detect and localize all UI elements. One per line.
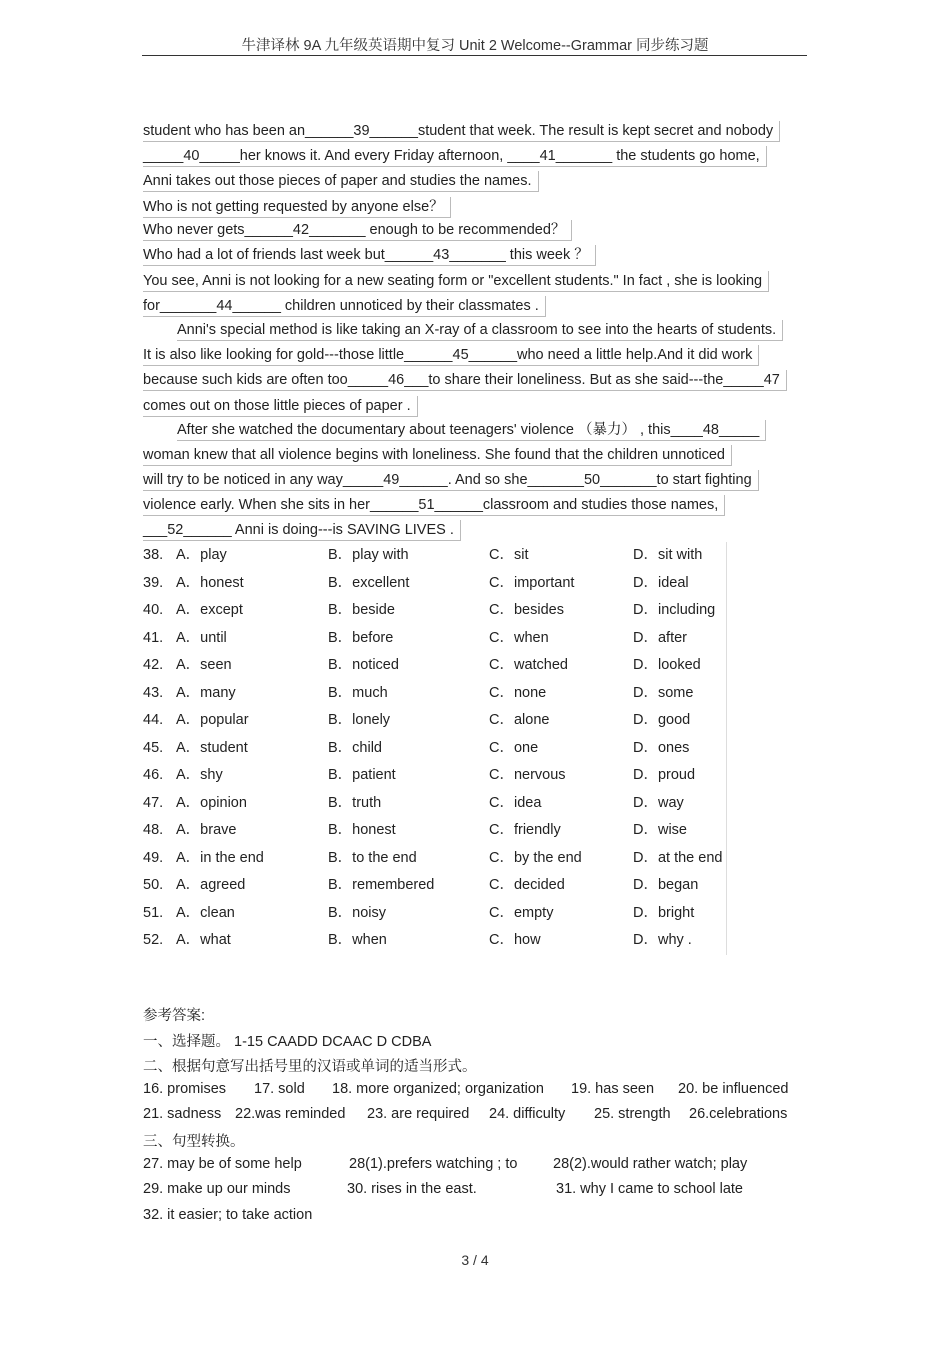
question-number: 44. (143, 712, 164, 728)
option-d: D．began (633, 877, 699, 893)
option-d: D．wise (633, 822, 687, 838)
passage-line: comes out on those little pieces of paper . (143, 396, 418, 417)
option-row (143, 927, 726, 955)
option-row (143, 707, 726, 735)
question-number: 43. (143, 684, 164, 701)
option-b: B．noticed (328, 657, 399, 673)
passage-line: woman knew that all violence begins with loneliness. She found that the children unnoticed (143, 445, 732, 466)
answer-item: 18. more organized; organization (332, 1081, 544, 1097)
option-b: B．lonely (328, 712, 391, 728)
option-d: D．bright (633, 904, 695, 921)
answer-item: 24. difficulty (489, 1106, 566, 1122)
question-number: 42. (143, 657, 164, 673)
option-b: B．truth (328, 794, 382, 811)
passage-line: It is also like looking for gold---those little______45______who need a little help.And it did work (143, 345, 759, 366)
option-c: C．by the end (489, 849, 582, 866)
answer-item: 32. it easier; to take action (143, 1207, 313, 1223)
option-row (143, 680, 726, 708)
answers-row (143, 1081, 803, 1101)
option-c: C．important (489, 574, 575, 591)
option-row (143, 570, 726, 598)
options-table (143, 542, 727, 955)
option-a: A．honest (176, 574, 244, 591)
option-b: B．beside (328, 602, 395, 618)
answer-item: 28(1).prefers watching ; to (349, 1156, 518, 1172)
answer-item: 28(2).would rather watch; play (553, 1156, 748, 1172)
option-d: D．way (633, 794, 684, 811)
option-b: B．patient (328, 767, 396, 783)
answers-row (143, 1156, 803, 1176)
question-number: 52. (143, 932, 164, 948)
answer-item: 19. has seen (571, 1081, 655, 1097)
answer-item: 17. sold (254, 1081, 305, 1097)
option-row (143, 762, 726, 790)
option-c: C．idea (489, 794, 542, 811)
option-row (143, 735, 726, 763)
option-b: B．honest (328, 822, 396, 838)
question-number: 48. (143, 822, 164, 838)
passage-line: because such kids are often too_____46___to share their loneliness. But as she said---the_____47 (143, 370, 787, 391)
answer-item: 22.was reminded (235, 1106, 346, 1122)
option-a: A．brave (176, 822, 237, 838)
answer-item: 16. promises (143, 1081, 227, 1097)
option-a: A．popular (176, 712, 249, 728)
answers-section-2-title: 二、根据句意写出括号里的汉语或单词的适当形式。 (143, 1059, 477, 1075)
option-d: D．at the end (633, 849, 723, 866)
question-number: 47. (143, 794, 164, 811)
option-row (143, 900, 726, 928)
passage-line: ___52______ Anni is doing---is SAVING LIVES . (143, 520, 461, 541)
option-d: D．after (633, 629, 687, 646)
option-c: C．nervous (489, 767, 566, 783)
option-c: C．how (489, 932, 541, 948)
option-a: A．opinion (176, 794, 247, 811)
option-c: C．empty (489, 904, 554, 921)
option-d: D．some (633, 684, 694, 701)
option-a: A．until (176, 629, 227, 646)
answer-item: 23. are required (367, 1106, 470, 1122)
answer-item: 20. be influenced (678, 1081, 789, 1097)
option-d: D．why . (633, 932, 692, 948)
answers-row (143, 1106, 803, 1126)
page-header: 牛津译林 9A 九年级英语期中复习 Unit 2 Welcome--Grammar 同步练习题 (241, 38, 709, 54)
passage-line: _____40_____her knows it. And every Friday afternoon, ____41_______ the students go home, (143, 146, 767, 167)
option-c: C．decided (489, 877, 565, 893)
option-c: C．watched (489, 657, 568, 673)
option-b: B．child (328, 739, 382, 756)
option-b: B．before (328, 629, 394, 646)
passage-line: for_______44______ children unnoticed by their classmates . (143, 296, 546, 317)
option-b: B．excellent (328, 574, 410, 591)
option-d: D．ones (633, 739, 690, 756)
option-a: A．shy (176, 767, 223, 783)
option-b: B．play with (328, 547, 409, 563)
option-d: D．good (633, 712, 691, 728)
option-a: A．many (176, 684, 236, 701)
question-number: 46. (143, 767, 164, 783)
option-c: C．alone (489, 712, 550, 728)
passage-line: Anni takes out those pieces of paper and studies the names. (143, 171, 539, 192)
option-b: B．remembered (328, 877, 435, 893)
option-c: C．when (489, 629, 549, 646)
header-divider (142, 55, 807, 56)
option-d: D．ideal (633, 574, 689, 591)
option-a: A．in the end (176, 849, 264, 866)
option-a: A．what (176, 932, 231, 948)
option-a: A．play (176, 547, 227, 563)
answers-title: 参考答案: (143, 1008, 206, 1024)
answer-item: 25. strength (594, 1106, 671, 1122)
option-row (143, 790, 726, 818)
option-a: A．clean (176, 904, 235, 921)
question-number: 50. (143, 877, 164, 893)
option-d: D．including (633, 602, 716, 618)
answer-item: 29. make up our minds (143, 1181, 291, 1197)
option-d: D．proud (633, 767, 696, 783)
answer-item: 27. may be of some help (143, 1156, 302, 1172)
answers-section-3-title: 三、句型转换。 (143, 1134, 245, 1150)
option-c: C．sit (489, 547, 529, 563)
passage-line: Who is not getting requested by anyone else？ (143, 197, 451, 218)
passage-line: You see, Anni is not looking for a new seating form or "excellent students." In fact , she is looking (143, 271, 769, 292)
passage-line: will try to be noticed in any way_____49______. And so she_______50_______to start fighting (143, 470, 759, 491)
passage-line: Who had a lot of friends last week but______43_______ this week ？ (143, 245, 596, 266)
option-a: A．agreed (176, 877, 246, 893)
option-c: C．one (489, 739, 539, 756)
answers-row (143, 1181, 803, 1201)
option-d: D．sit with (633, 547, 703, 563)
option-b: B．noisy (328, 904, 387, 921)
option-row (143, 872, 726, 900)
question-number: 45. (143, 739, 164, 756)
option-c: C．friendly (489, 822, 561, 838)
option-row (143, 817, 726, 845)
option-a: A．except (176, 602, 243, 618)
page-number: 3 / 4 (461, 1252, 489, 1268)
option-row (143, 542, 726, 570)
option-d: D．looked (633, 657, 701, 673)
question-number: 38. (143, 547, 164, 563)
answer-item: 21. sadness (143, 1106, 222, 1122)
option-b: B．when (328, 932, 387, 948)
passage-line: After she watched the documentary about teenagers' violence （暴力） , this____48_____ (177, 420, 766, 441)
passage-line: Who never gets______42_______ enough to be recommended？ (143, 220, 572, 241)
passage-line: violence early. When she sits in her______51______classroom and studies those names, (143, 495, 725, 516)
option-row (143, 597, 726, 625)
option-b: B．much (328, 684, 388, 701)
option-a: A．seen (176, 657, 232, 673)
option-row (143, 845, 726, 873)
option-a: A．student (176, 739, 248, 756)
question-number: 40. (143, 602, 164, 618)
question-number: 39. (143, 574, 164, 591)
passage-line: Anni's special method is like taking an X-ray of a classroom to see into the hearts of students. (177, 320, 783, 341)
question-number: 49. (143, 849, 164, 866)
answer-item: 26.celebrations (689, 1106, 788, 1122)
option-row (143, 625, 726, 653)
option-b: B．to the end (328, 849, 417, 866)
question-number: 41. (143, 629, 164, 646)
option-c: C．besides (489, 602, 564, 618)
question-number: 51. (143, 904, 164, 921)
passage-line: student who has been an______39______student that week. The result is kept secret and nobody (143, 121, 780, 142)
option-c: C．none (489, 684, 547, 701)
answer-item: 31. why I came to school late (556, 1181, 743, 1197)
answers-section-1: 一、选择题。 1-15 CAADD DCAAC D CDBA (143, 1034, 432, 1050)
option-row (143, 652, 726, 680)
answer-item: 30. rises in the east. (347, 1181, 477, 1197)
